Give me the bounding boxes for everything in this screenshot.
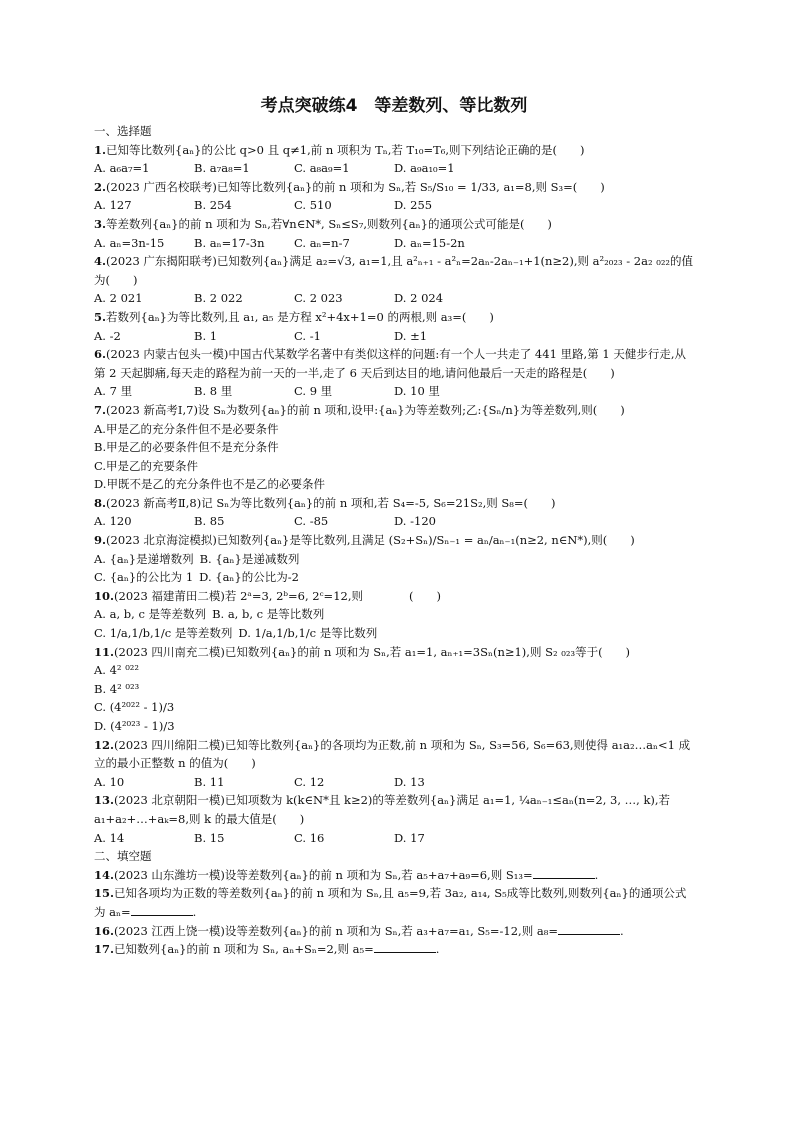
answer-blank[interactable]: [374, 940, 436, 953]
answer-blank[interactable]: [533, 866, 595, 879]
question-number: 8.: [94, 495, 107, 510]
answer-option[interactable]: B. 15: [194, 830, 225, 845]
sentence-end: .: [594, 867, 599, 882]
question-text: 若数列{aₙ}为等比数列,且 a₁, a₅ 是方程 x²+4x+1=0 的两根,则 a₃=( ): [106, 309, 494, 324]
answer-option[interactable]: C. a₈a₉=1: [294, 161, 350, 176]
question: [94, 252, 694, 289]
question-text: (2023 山东潍坊一模)设等差数列{aₙ}的前 n 项和为 Sₙ,若 a₅+a₇+a₉=6,则 S₁₃=: [114, 867, 533, 882]
question-text: (2023 新高考Ⅱ,8)记 Sₙ为等比数列{aₙ}的前 n 项和,若 S₄=-5, S₆=21S₂,则 S₈=( ): [106, 495, 556, 510]
option-row: [94, 624, 694, 643]
question-number: 2.: [94, 179, 107, 194]
question-number: 13.: [94, 793, 115, 808]
answer-option[interactable]: B. a, b, c 是等比数列: [212, 607, 325, 622]
option-row: [94, 512, 694, 531]
sentence-end: .: [435, 942, 440, 957]
answer-option[interactable]: A. {aₙ}是递增数列: [94, 551, 194, 566]
answer-option[interactable]: C. 16: [294, 830, 325, 845]
answer-option[interactable]: B. 4² ⁰²³: [94, 681, 140, 696]
answer-option[interactable]: A. 14: [94, 830, 125, 845]
question-text: 已知等比数列{aₙ}的公比 q>0 且 q≠1,前 n 项积为 Tₙ,若 T₁₀=T₆,则下列结论正确的是( ): [106, 142, 585, 157]
question: [94, 791, 694, 828]
question-number: 16.: [94, 923, 115, 938]
section-heading-choice: 一、选择题: [94, 124, 152, 138]
question: [94, 215, 694, 234]
answer-option[interactable]: A. a₆a₇=1: [94, 161, 150, 176]
answer-option[interactable]: B. 2 022: [194, 291, 243, 306]
answer-option[interactable]: B. {aₙ}是递减数列: [199, 551, 300, 566]
question: [94, 308, 694, 327]
option-row: [94, 550, 694, 569]
question-text: 等差数列{aₙ}的前 n 项和为 Sₙ,若∀n∈N*, Sₙ≤S₇,则数列{aₙ}的通项公式可能是( ): [106, 216, 552, 231]
option-row: [94, 159, 694, 178]
option-row: [94, 289, 694, 308]
option-row: [94, 196, 694, 215]
question: [94, 141, 694, 160]
question-text: 已知各项均为正数的等差数列{aₙ}的前 n 项和为 Sₙ,且 a₅=9,若 3a₂, a₁₄, S₅成等比数列,则数列{aₙ}的通项公式为 aₙ=: [94, 886, 687, 919]
answer-blank[interactable]: [558, 922, 620, 935]
question-text: 已知数列{aₙ}的前 n 项和为 Sₙ, aₙ+Sₙ=2,则 a₅=: [114, 942, 374, 957]
answer-option[interactable]: C. aₙ=n-7: [294, 235, 350, 250]
answer-option[interactable]: D. 10 里: [394, 384, 440, 399]
question-text: (2023 广西名校联考)已知等比数列{aₙ}的前 n 项和为 Sₙ,若 S₅/S₁₀ = 1/33, a₁=8,则 S₃=( ): [106, 179, 605, 194]
question-number: 7.: [94, 402, 107, 417]
question-text: (2023 广东揭阳联考)已知数列{aₙ}满足 a₂=√3, a₁=1,且 a²ₙ₊₁ - a²ₙ=2aₙ-2aₙ₋₁+1(n≥2),则 a²₂₀₂₃ - 2a₂ ₀₂₂的值为( ): [94, 254, 694, 287]
question: [94, 643, 694, 662]
question-number: 12.: [94, 737, 115, 752]
page-title: 考点突破练4 等差数列、等比数列: [260, 96, 528, 116]
option-row: [94, 234, 694, 253]
question: [94, 178, 694, 197]
fill-list: [94, 866, 694, 959]
question: [94, 401, 694, 420]
answer-option[interactable]: D. 17: [394, 830, 425, 845]
option-row: [94, 605, 694, 624]
answer-blank[interactable]: [131, 903, 193, 916]
answer-option[interactable]: A.甲是乙的充分条件但不是必要条件: [94, 421, 279, 436]
answer-option[interactable]: A. 2 021: [94, 291, 143, 306]
answer-option[interactable]: D. 1/a,1/b,1/c 是等比数列: [238, 626, 378, 641]
question-number: 3.: [94, 216, 107, 231]
answer-option[interactable]: B. aₙ=17-3n: [194, 235, 265, 250]
question-text: (2023 江西上饶一模)设等差数列{aₙ}的前 n 项和为 Sₙ,若 a₃+a₇=a₁, S₅=-12,则 a₈=: [114, 923, 558, 938]
answer-option[interactable]: D. -120: [394, 514, 436, 529]
question: [94, 736, 694, 773]
fill-question: [94, 940, 694, 959]
question-number: 9.: [94, 533, 107, 548]
answer-option[interactable]: B.甲是乙的必要条件但不是充分条件: [94, 440, 279, 455]
answer-option[interactable]: B. 254: [194, 198, 232, 213]
answer-option[interactable]: C. (4²⁰²² - 1)/3: [94, 700, 175, 715]
answer-option[interactable]: D. (4²⁰²³ - 1)/3: [94, 719, 175, 733]
sentence-end: .: [192, 904, 197, 919]
question-text: (2023 内蒙古包头一模)中国古代某数学名著中有类似这样的问题:有一个人一共走了 441 里路,第 1 天健步行走,从第 2 天起脚痛,每天走的路程为前一天的一半,走了 6 天后到达目的地,请问他最后一天走的路程是( ): [94, 347, 686, 380]
question-number: 14.: [94, 867, 115, 882]
answer-option[interactable]: A. 4² ⁰²²: [94, 663, 140, 678]
answer-option[interactable]: D. a₉a₁₀=1: [394, 161, 455, 176]
question-number: 1.: [94, 142, 107, 157]
fill-question: [94, 866, 694, 885]
question: [94, 494, 694, 513]
question-text: (2023 北京海淀模拟)已知数列{aₙ}是等比数列,且满足 (S₂+Sₙ)/Sₙ₋₁ = aₙ/aₙ₋₁(n≥2, n∈N*),则( ): [106, 533, 635, 548]
answer-option[interactable]: C. 1/a,1/b,1/c 是等差数列: [94, 626, 233, 641]
answer-option[interactable]: D.甲既不是乙的充分条件也不是乙的必要条件: [94, 477, 325, 492]
answer-option[interactable]: C.甲是乙的充要条件: [94, 458, 199, 473]
question: [94, 531, 694, 550]
option-row: [94, 773, 694, 792]
answer-option[interactable]: C. 9 里: [294, 384, 333, 399]
answer-option[interactable]: D. 13: [394, 774, 425, 789]
worksheet: [94, 92, 694, 959]
question-number: 6.: [94, 347, 107, 362]
answer-option[interactable]: B. a₇a₈=1: [194, 161, 250, 176]
answer-option[interactable]: B. 1: [194, 328, 218, 343]
option-row: [94, 382, 694, 401]
answer-option[interactable]: C. -1: [294, 328, 321, 343]
question-list: [94, 141, 694, 848]
question: [94, 345, 694, 382]
option-row: [94, 829, 694, 848]
answer-option[interactable]: A. 127: [94, 198, 132, 213]
question-number: 10.: [94, 588, 115, 603]
answer-option[interactable]: C. {aₙ}的公比为 1: [94, 570, 194, 585]
question-number: 4.: [94, 254, 107, 269]
question-text: (2023 福建莆田二模)若 2ᵃ=3, 2ᵇ=6, 2ᶜ=12,则 ( ): [114, 588, 441, 603]
answer-option[interactable]: D. ±1: [394, 328, 428, 343]
answer-option[interactable]: A. 10: [94, 774, 125, 789]
answer-option[interactable]: C. -85: [294, 514, 329, 529]
answer-option[interactable]: B. 85: [194, 514, 225, 529]
sentence-end: .: [619, 923, 624, 938]
answer-option[interactable]: C. 2 023: [294, 291, 343, 306]
fill-question: [94, 922, 694, 941]
answer-option[interactable]: A. a, b, c 是等差数列: [94, 607, 207, 622]
answer-option[interactable]: D. aₙ=15-2n: [394, 235, 465, 250]
answer-option[interactable]: D. {aₙ}的公比为-2: [199, 570, 299, 585]
question-number: 17.: [94, 942, 115, 957]
option-row: [94, 327, 694, 346]
question-text: (2023 四川南充二模)已知数列{aₙ}的前 n 项和为 Sₙ,若 a₁=1, aₙ₊₁=3Sₙ(n≥1),则 S₂ ₀₂₃等于( ): [114, 644, 631, 659]
question-number: 5.: [94, 309, 107, 324]
question-number: 11.: [94, 644, 115, 659]
fill-question: [94, 884, 694, 921]
answer-option[interactable]: D. 255: [394, 198, 433, 213]
answer-option[interactable]: B. 8 里: [194, 384, 233, 399]
question-text: (2023 新高考Ⅰ,7)设 Sₙ为数列{aₙ}的前 n 项和,设甲:{aₙ}为等差数列;乙:{Sₙ/n}为等差数列,则( ): [106, 402, 625, 417]
section-heading-fill: 二、填空题: [94, 849, 152, 864]
answer-option[interactable]: D. 2 024: [394, 291, 444, 306]
option-row: [94, 568, 694, 587]
question-text: (2023 四川绵阳二模)已知等比数列{aₙ}的各项均为正数,前 n 项和为 Sₙ, S₃=56, S₆=63,则使得 a₁a₂…aₙ<1 成立的最小正整数 n 的值为( ): [94, 737, 691, 771]
answer-option[interactable]: A. 120: [94, 514, 132, 529]
answer-option[interactable]: A. -2: [94, 328, 121, 343]
answer-option[interactable]: A. 7 里: [94, 384, 133, 399]
question-text: (2023 北京朝阳一模)已知项数为 k(k∈N*且 k≥2)的等差数列{aₙ}满足 a₁=1, ¼aₙ₋₁≤aₙ(n=2, 3, …, k),若 a₁+a₂+…+aₖ=8,则 k 的最大值是( ): [94, 793, 671, 826]
answer-option[interactable]: C. 12: [294, 774, 325, 789]
question: [94, 587, 694, 606]
answer-option[interactable]: B. 11: [194, 774, 225, 789]
answer-option[interactable]: A. aₙ=3n-15: [94, 235, 165, 250]
answer-option[interactable]: C. 510: [294, 198, 332, 213]
question-number: 15.: [94, 886, 115, 901]
